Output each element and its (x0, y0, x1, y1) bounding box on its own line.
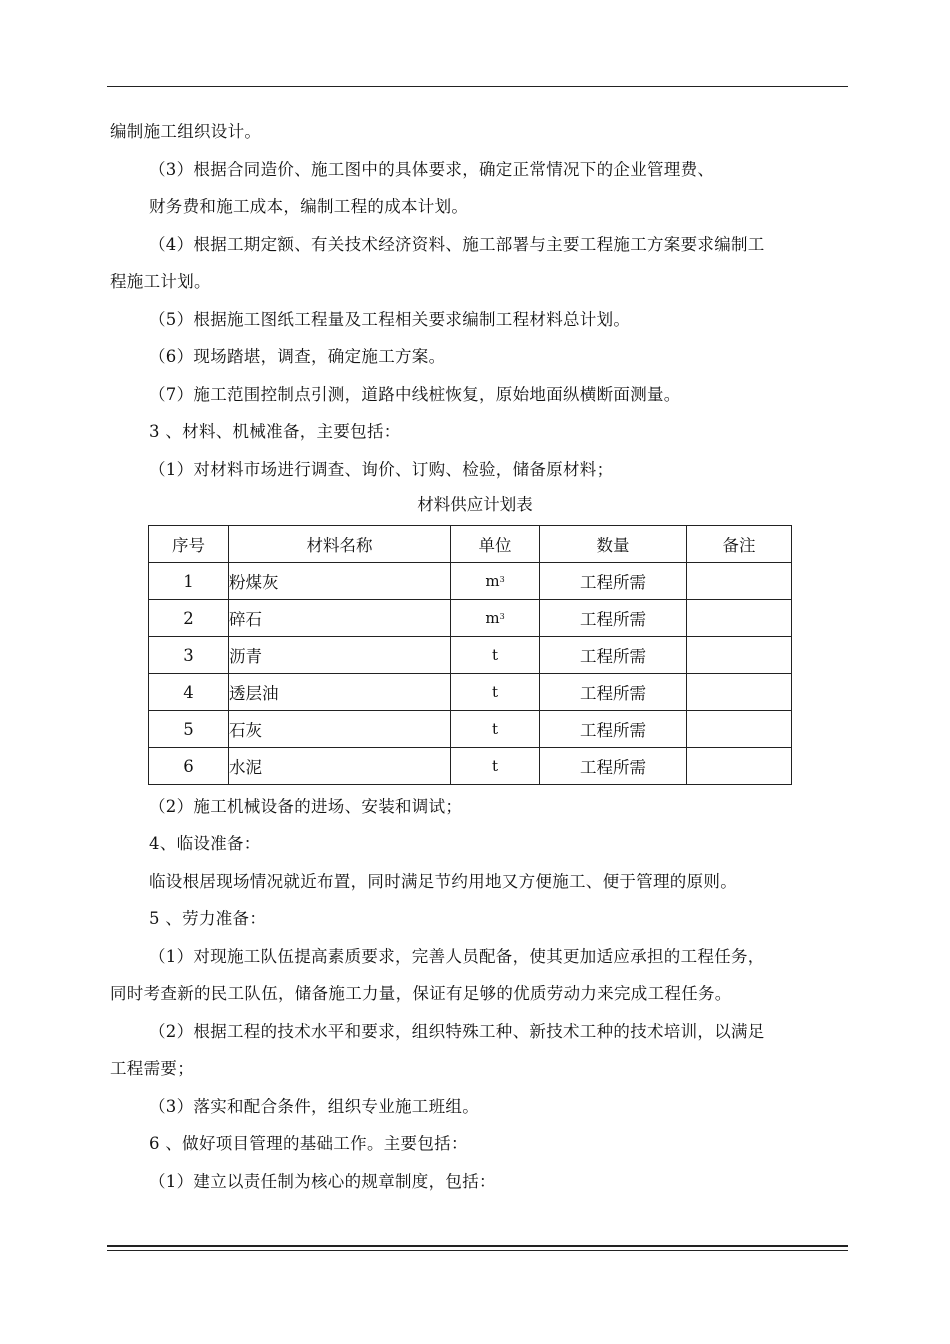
row-note (687, 748, 792, 785)
header-cell-qty: 数量 (540, 526, 687, 563)
footer-rule (107, 1245, 848, 1247)
paragraph-text: （6）现场踏堪，调查，确定施工方案。 (149, 347, 446, 366)
row-unit: $m^3$ (451, 563, 540, 600)
paragraph-text: （2）根据工程的技术水平和要求，组织特殊工种、新技术工种的技术培训，以满足 (149, 1022, 765, 1041)
header-cell-name: 材料名称 (229, 526, 451, 563)
row-name: 碎石 (229, 600, 451, 637)
row-no: 5 (149, 711, 229, 748)
row-qty: 工程所需 (540, 637, 687, 674)
row-note (687, 563, 792, 600)
paragraph-text: （1）对材料市场进行调查、询价、订购、检验，储备原材料； (149, 460, 614, 479)
row-no: 4 (149, 674, 229, 711)
row-qty: 工程所需 (540, 600, 687, 637)
row-name: 透层油 (229, 674, 451, 711)
paragraph-text: 同时考查新的民工队伍，储备施工力量，保证有足够的优质劳动力来完成工程任务。 (110, 984, 732, 1003)
paragraph-text: 编制施工组织设计。 (110, 122, 262, 141)
row-note (687, 674, 792, 711)
row-unit: t (451, 674, 540, 711)
paragraph-text: 财务费和施工成本，编制工程的成本计划。 (149, 197, 469, 216)
table-row (149, 600, 792, 637)
paragraph-text: （3）落实和配合条件，组织专业施工班组。 (149, 1097, 479, 1116)
row-name: 粉煤灰 (229, 563, 451, 600)
row-no: 2 (149, 600, 229, 637)
paragraph-text: （7）施工范围控制点引测，道路中线桩恢复，原始地面纵横断面测量。 (149, 385, 681, 404)
row-unit: t (451, 637, 540, 674)
table-row (149, 563, 792, 600)
header-cell-no: 序号 (149, 526, 229, 563)
paragraph-text: 工程需要； (110, 1059, 194, 1078)
row-name: 水泥 (229, 748, 451, 785)
row-no: 6 (149, 748, 229, 785)
table-header-row (149, 526, 792, 563)
table-row (149, 637, 792, 674)
paragraph-text: 临设根居现场情况就近布置，同时满足节约用地又方便施工、便于管理的原则。 (149, 872, 737, 891)
row-no: 1 (149, 563, 229, 600)
section-heading: 4、临设准备： (149, 834, 261, 853)
table-caption: 材料供应计划表 (417, 495, 533, 514)
paragraph-text: （4）根据工期定额、有关技术经济资料、施工部署与主要工程施工方案要求编制工 (149, 235, 765, 254)
paragraph-text: （1）对现施工队伍提高素质要求，完善人员配备，使其更加适应承担的工程任务， (149, 947, 765, 966)
material-supply-table (148, 525, 792, 785)
section-heading: 6 、做好项目管理的基础工作。主要包括： (149, 1134, 468, 1153)
paragraph-text: （1）建立以责任制为核心的规章制度，包括： (149, 1172, 496, 1191)
row-qty: 工程所需 (540, 711, 687, 748)
paragraph-text: （2）施工机械设备的进场、安装和调试； (149, 797, 463, 816)
row-no: 3 (149, 637, 229, 674)
row-unit: t (451, 711, 540, 748)
header-cell-note: 备注 (687, 526, 792, 563)
row-name: 沥青 (229, 637, 451, 674)
header-cell-unit: 单位 (451, 526, 540, 563)
table-row (149, 674, 792, 711)
section-heading: 3 、材料、机械准备，主要包括： (149, 422, 401, 441)
paragraph-text: （5）根据施工图纸工程量及工程相关要求编制工程材料总计划。 (149, 310, 631, 329)
footer-rule-thin (107, 1250, 848, 1251)
row-note (687, 711, 792, 748)
paragraph-text: （3）根据合同造价、施工图中的具体要求，确定正常情况下的企业管理费、 (149, 160, 715, 179)
row-qty: 工程所需 (540, 563, 687, 600)
row-qty: 工程所需 (540, 748, 687, 785)
table-row (149, 748, 792, 785)
paragraph-text: 程施工计划。 (110, 272, 211, 291)
table-row (149, 711, 792, 748)
row-qty: 工程所需 (540, 674, 687, 711)
row-note (687, 600, 792, 637)
row-unit: t (451, 748, 540, 785)
row-unit: $m^3$ (451, 600, 540, 637)
row-name: 石灰 (229, 711, 451, 748)
header-rule (107, 86, 848, 87)
section-heading: 5 、劳力准备： (149, 909, 267, 928)
row-note (687, 637, 792, 674)
